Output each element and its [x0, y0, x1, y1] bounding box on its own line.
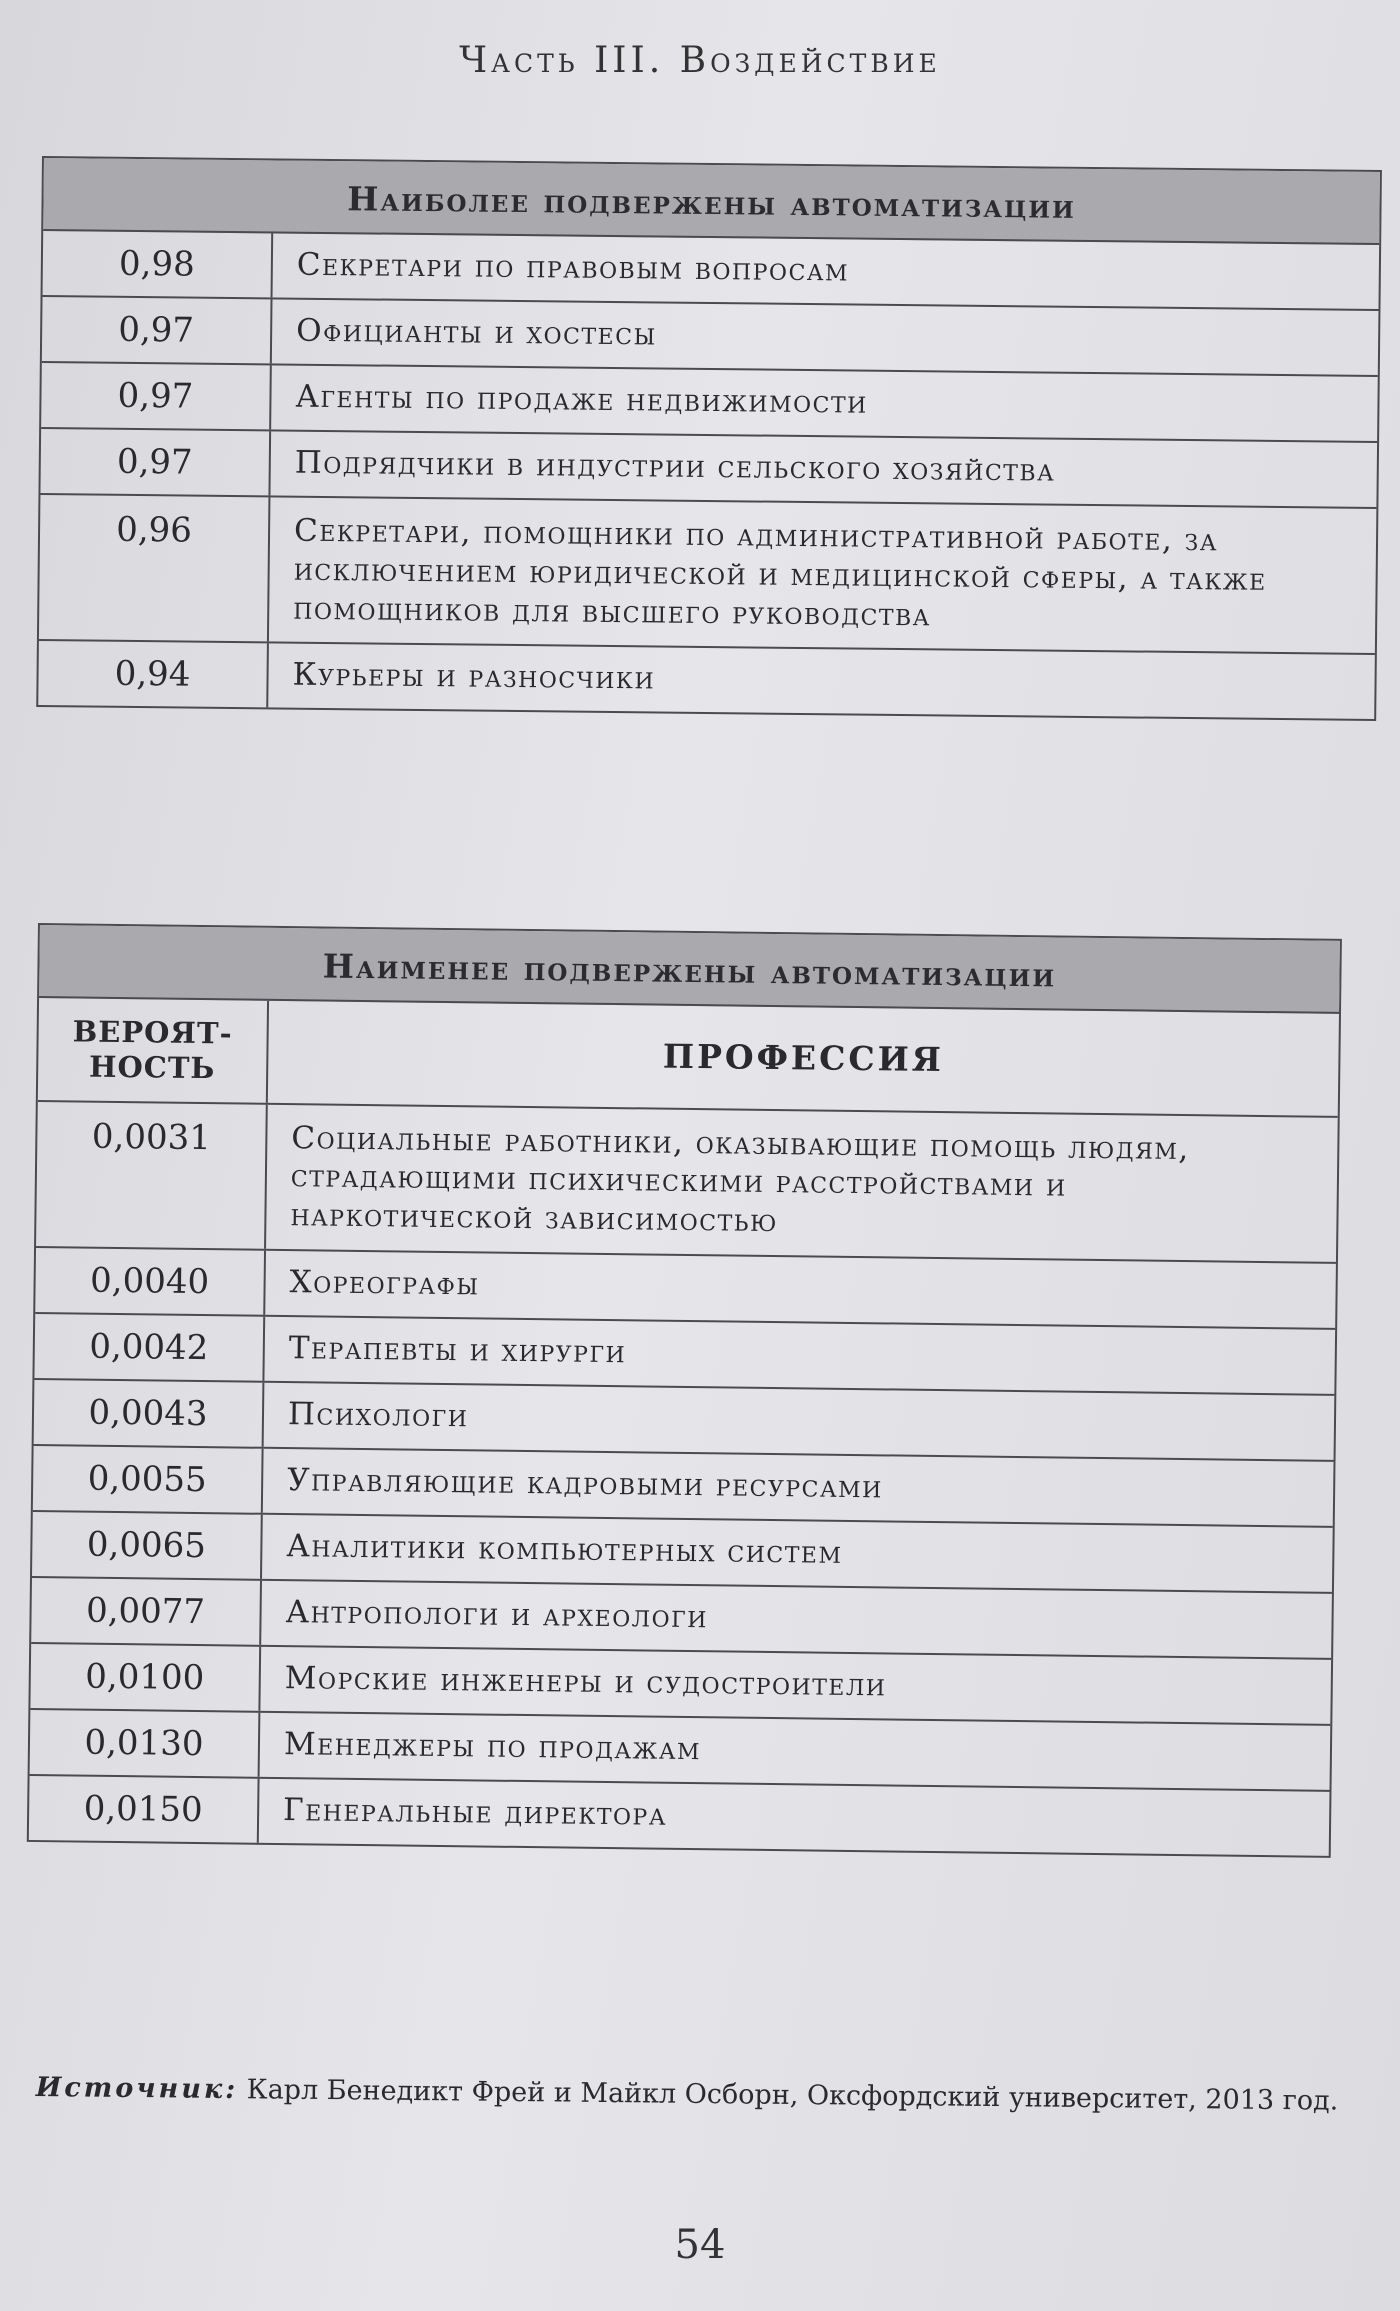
table-title: Наименее подвержены автоматизации	[39, 925, 1340, 1014]
profession-cell: Секретари, помощники по административной работе, за исключением юридической и медицинской сферы, а также помощников для высшего руководства	[293, 512, 1267, 633]
table-row	[39, 495, 1376, 655]
probability-cell: 0,94	[38, 641, 269, 707]
profession-cell: Антропологи и археологи	[285, 1593, 709, 1636]
profession-cell: Управляющие кадровыми ресурсами	[286, 1461, 884, 1506]
probability-cell: 0,0130	[30, 1710, 261, 1777]
probability-cell: 0,0043	[34, 1380, 265, 1447]
profession-cell: Секретари по правовым вопросам	[296, 246, 850, 289]
column-header-row	[38, 998, 1339, 1117]
profession-cell: Курьеры и разносчики	[292, 656, 656, 697]
source-note	[36, 2068, 1366, 2121]
profession-cell: Генеральные директора	[282, 1791, 668, 1833]
running-head: Часть III. Воздействие	[459, 40, 941, 81]
source-label: Источник:	[35, 2071, 239, 2106]
profession-cell: Терапевты и хирурги	[288, 1329, 627, 1371]
probability-cell: 0,0040	[35, 1248, 266, 1315]
profession-cell: Подрядчики в индустрии сельского хозяйства	[294, 444, 1056, 489]
profession-cell: Психологи	[287, 1395, 469, 1435]
least-automatable-table	[27, 923, 1342, 1858]
probability-cell: 0,97	[40, 429, 271, 495]
probability-cell: 0,96	[39, 495, 270, 642]
probability-cell: 0,0055	[33, 1446, 264, 1513]
probability-column-header: ВЕРОЯТ-НОСТЬ	[38, 998, 269, 1102]
table-title: Наиболее подвержены автоматизации	[43, 158, 1380, 245]
page-number: 54	[674, 2222, 726, 2268]
probability-cell: 0,0031	[36, 1102, 268, 1249]
probability-cell: 0,97	[42, 297, 273, 363]
profession-cell: Официанты и хостесы	[295, 312, 657, 353]
probability-cell: 0,0042	[34, 1314, 265, 1381]
profession-cell: Менеджеры по продажам	[283, 1725, 702, 1768]
table-row	[38, 641, 1375, 719]
profession-column-header: ПРОФЕССИЯ	[662, 1036, 945, 1080]
profession-cell: Аналитики компьютерных систем	[286, 1527, 843, 1571]
source-text: Карл Бенедикт Фрей и Майкл Осборн, Оксфордский университет, 2013 год.	[246, 2074, 1339, 2117]
profession-cell: Морские инженеры и судостроители	[284, 1659, 887, 1704]
probability-cell: 0,0065	[32, 1512, 263, 1579]
profession-cell: Агенты по продаже недвижимости	[295, 378, 869, 421]
probability-cell: 0,0100	[30, 1644, 261, 1711]
probability-cell: 0,97	[41, 363, 272, 429]
most-automatable-table	[36, 156, 1382, 721]
profession-cell: Социальные работники, оказывающие помощь людям, страдающими психическими расстройствами и наркотической зависимостью	[290, 1119, 1190, 1240]
profession-cell: Хореографы	[289, 1263, 480, 1303]
table-row	[36, 1102, 1338, 1264]
probability-cell: 0,0077	[31, 1578, 262, 1645]
probability-cell: 0,0150	[29, 1776, 260, 1843]
probability-cell: 0,98	[43, 231, 274, 297]
